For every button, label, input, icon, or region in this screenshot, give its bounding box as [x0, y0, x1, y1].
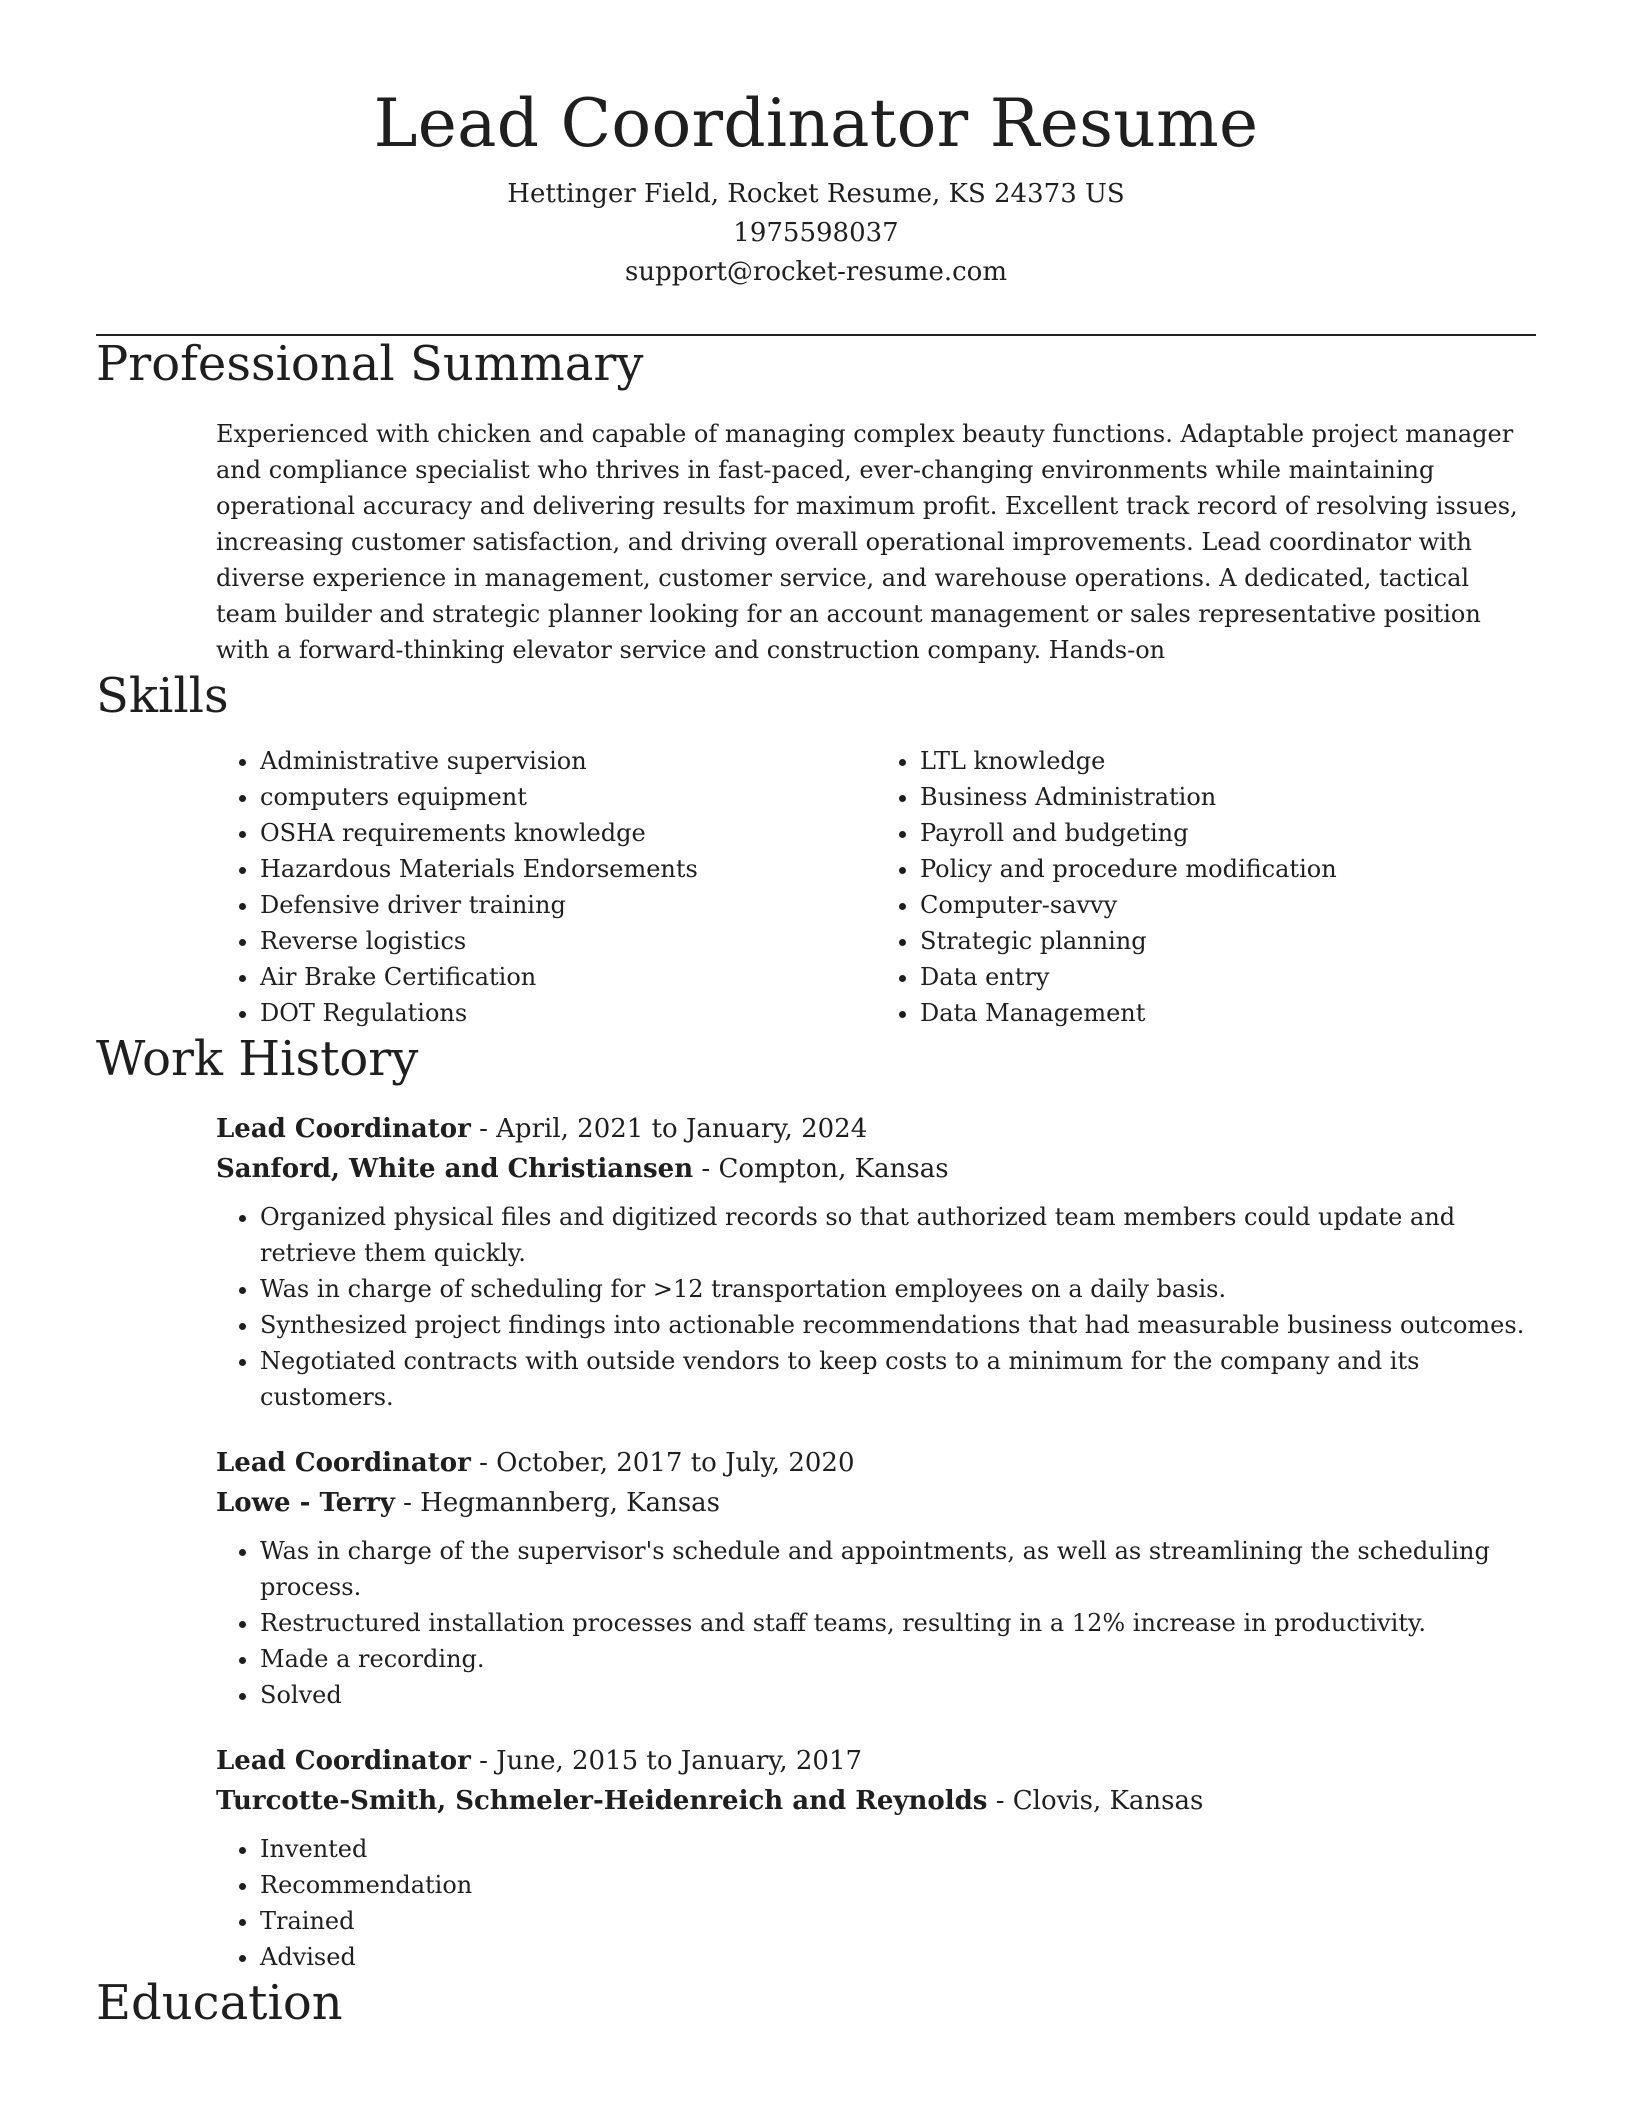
skill-item: • OSHA requirements knowledge [260, 815, 876, 851]
skill-item: • Payroll and budgeting [920, 815, 1536, 851]
resume-header [96, 0, 1536, 292]
skill-item: • Strategic planning [920, 923, 1536, 959]
contact-email: support@rocket-resume.com [624, 257, 1007, 288]
skill-item: • Data entry [920, 959, 1536, 995]
job-title-line [216, 1109, 1536, 1149]
skill-item: • Reverse logistics [260, 923, 876, 959]
job-role: Lead Coordinator [216, 1745, 471, 1776]
duty-item: • Solved [260, 1677, 1536, 1713]
duty-item: • Advised [260, 1939, 1536, 1975]
job-location: - Hegmannberg, Kansas [394, 1487, 721, 1518]
job-entry [216, 1443, 1536, 1713]
skill-item: • Data Management [920, 995, 1536, 1031]
contact-address: Hettinger Field, Rocket Resume, KS 24373 US [507, 179, 1125, 210]
education-heading: Education [96, 1974, 343, 2031]
skills-list-left [216, 743, 876, 1031]
duty-item: • Restructured installation processes and staff teams, resulting in a 12% increase in productivity. [260, 1605, 1536, 1641]
contact-block [96, 175, 1536, 292]
job-company: Turcotte-Smith, Schmeler-Heidenreich and Reynolds [216, 1785, 988, 1816]
summary-text: Experienced with chicken and capable of managing complex beauty functions. Adaptable project manager and compliance specialist who thrives in fast-paced, ever-changing environments while maintaining operational accuracy and delivering results for maximum profit. Excellent track record of resolving issues, increasing customer satisfaction, and driving overall operational improvements. Lead coordinator with diverse experience in management, customer service, and warehouse operations. A dedicated, tactical team builder and strategic planner looking for an account management or sales representative position with a forward-thinking elevator service and construction company. Hands-on [216, 419, 1518, 664]
skill-item: • DOT Regulations [260, 995, 876, 1031]
job-role: Lead Coordinator [216, 1447, 471, 1478]
skill-item: • Administrative supervision [260, 743, 876, 779]
skill-item: • Computer-savvy [920, 887, 1536, 923]
duty-item: • Made a recording. [260, 1641, 1536, 1677]
job-location: - Clovis, Kansas [987, 1785, 1204, 1816]
skill-item: • Air Brake Certification [260, 959, 876, 995]
job-location: - Compton, Kansas [693, 1153, 949, 1184]
duty-item: • Negotiated contracts with outside vendors to keep costs to a minimum for the company and its customers. [260, 1343, 1536, 1415]
job-title-line [216, 1741, 1536, 1781]
duty-item: • Organized physical files and digitized records so that authorized team members could update and retrieve them quickly. [260, 1199, 1536, 1271]
skills-heading: Skills [96, 667, 229, 724]
skill-item: • computers equipment [260, 779, 876, 815]
skill-item: • Hazardous Materials Endorsements [260, 851, 876, 887]
work-history-section [96, 1031, 1536, 1975]
duty-item: • Trained [260, 1903, 1536, 1939]
duty-item: • Invented [260, 1831, 1536, 1867]
summary-heading: Professional Summary [96, 336, 644, 393]
job-entry [216, 1109, 1536, 1415]
resume-title: Lead Coordinator Resume [373, 85, 1259, 162]
skill-item: • Defensive driver training [260, 887, 876, 923]
skill-item: • LTL knowledge [920, 743, 1536, 779]
job-role: Lead Coordinator [216, 1113, 471, 1144]
job-entry [216, 1741, 1536, 1975]
summary-section [96, 336, 1536, 668]
job-company: Sanford, White and Christiansen [216, 1153, 694, 1184]
contact-phone: 1975598037 [733, 218, 899, 249]
skill-item: • Policy and procedure modification [920, 851, 1536, 887]
job-company: Lowe - Terry [216, 1487, 395, 1518]
skills-section [96, 668, 1536, 1032]
duty-item: • Synthesized project findings into actionable recommendations that had measurable business outcomes. [260, 1307, 1536, 1343]
skills-list-right [876, 743, 1536, 1031]
duty-item: • Was in charge of the supervisor's schedule and appointments, as well as streamlining the scheduling process. [260, 1533, 1536, 1605]
job-duties-list [216, 1199, 1536, 1415]
job-duties-list [216, 1533, 1536, 1713]
job-dates: - April, 2021 to January, 2024 [470, 1113, 868, 1144]
education-section [96, 1975, 1536, 2033]
job-dates: - October, 2017 to July, 2020 [470, 1447, 855, 1478]
duty-item: • Recommendation [260, 1867, 1536, 1903]
job-company-line [216, 1483, 1536, 1523]
job-title-line [216, 1443, 1536, 1483]
job-company-line [216, 1781, 1536, 1821]
skill-item: • Business Administration [920, 779, 1536, 815]
skills-grid [216, 743, 1536, 1031]
job-duties-list [216, 1831, 1536, 1975]
job-company-line [216, 1149, 1536, 1189]
duty-item: • Was in charge of scheduling for >12 transportation employees on a daily basis. [260, 1271, 1536, 1307]
work-history-heading: Work History [96, 1031, 419, 1088]
job-dates: - June, 2015 to January, 2017 [470, 1745, 863, 1776]
